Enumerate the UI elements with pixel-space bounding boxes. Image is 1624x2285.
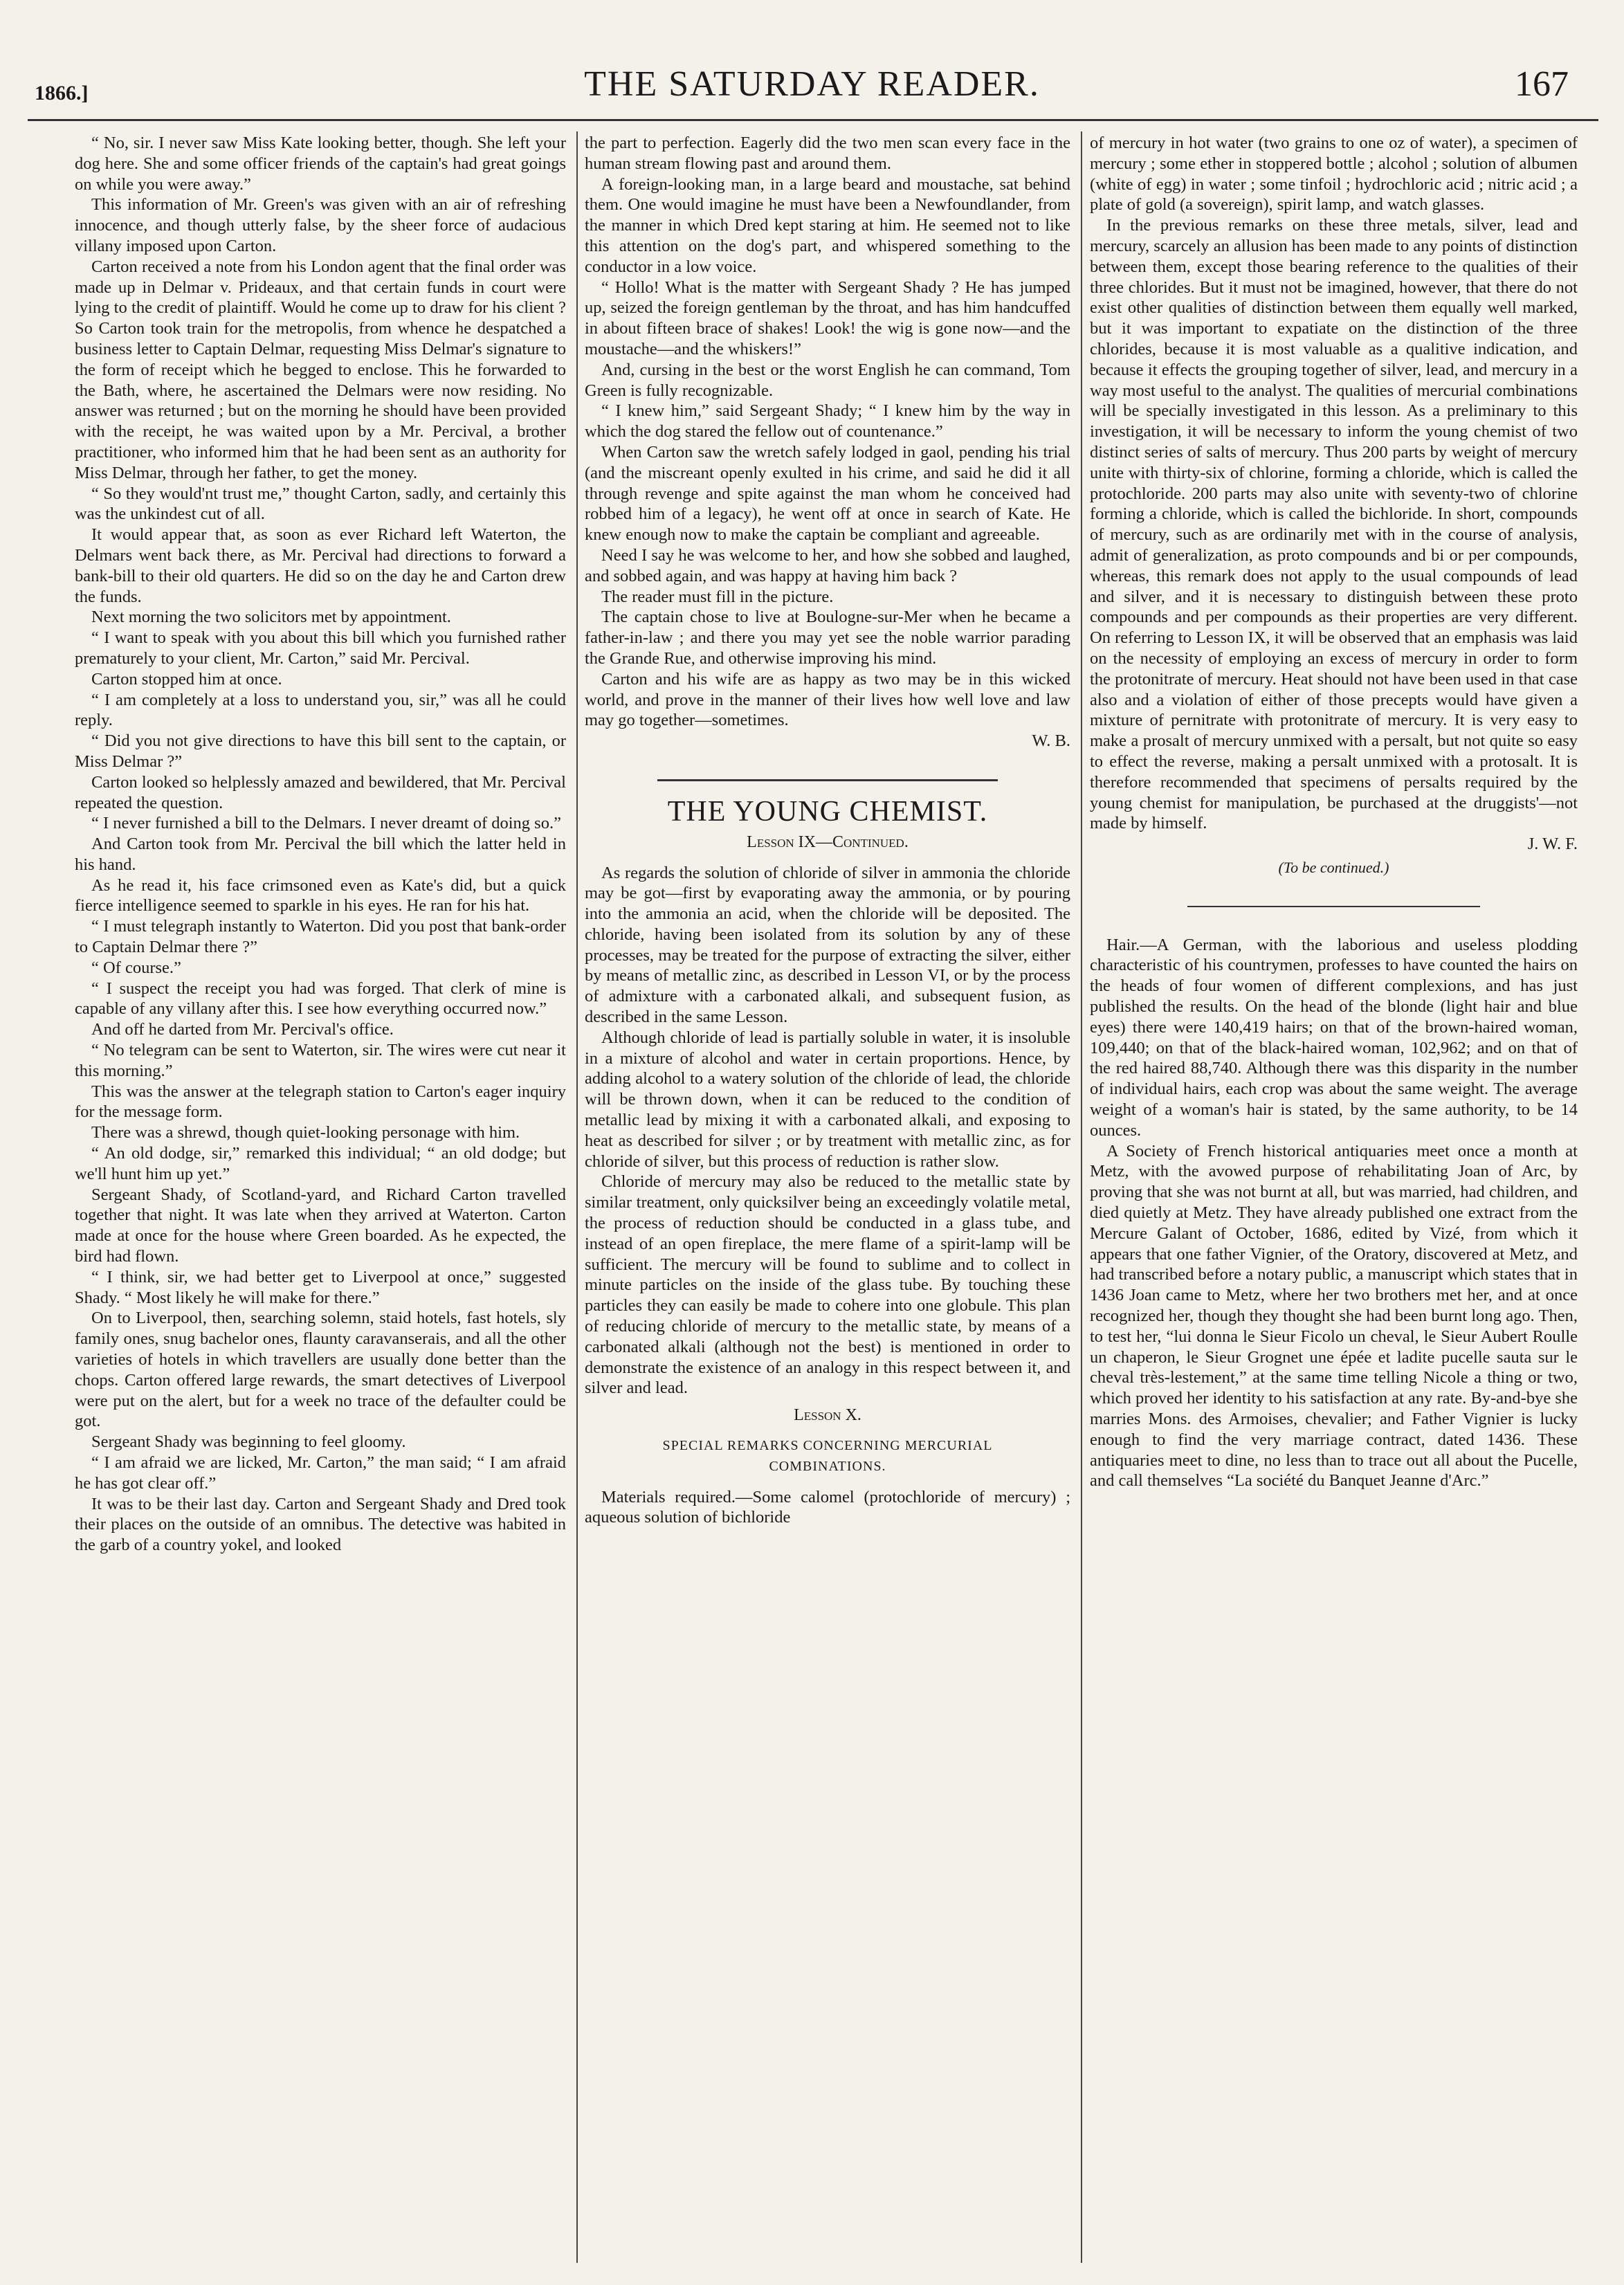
- paragraph: “ I am completely at a loss to understand you, sir,” was all he could reply.: [75, 690, 566, 730]
- paragraph: This was the answer at the telegraph station to Carton's eager inquiry for the message form.: [75, 1082, 566, 1122]
- paragraph: It would appear that, as soon as ever Richard left Waterton, the Delmars went back there, as Mr. Percival had directions to forward a bank-bill to their old quarters. He did so on the day he and Carton drew the funds.: [75, 525, 566, 606]
- paragraph: And, cursing in the best or the worst English he can command, Tom Green is fully recognizable.: [585, 360, 1070, 400]
- paragraph: of mercury in hot water (two grains to one oz of water), a specimen of mercury ; some ether in stoppered bottle ; alcohol ; solution of albumen (white of egg) in water ; some tinfoil ; hydrochloric acid ; nitric acid ; a plate of gold (a sovereign), spirit lamp, and watch glasses.: [1090, 134, 1578, 215]
- section-title: THE YOUNG CHEMIST.: [667, 795, 988, 828]
- paragraph: Carton received a note from his London agent that the final order was made up in Delmar v. Prideaux, and that certain funds in court were lying to the credit of plaintiff. Would he come up to draw for his client ? So Carton took train for the metropolis, from whence he despatched a business letter to Captain Delmar, requesting Miss Delmar's signature to the form of receipt which he begged to enclose. This he forwarded to the Bath, where, he ascertained the Delmars were now residing. No answer was returned ; but on the morning he should have been provided with the receipt, he was waited upon by a Mr. Percival, a brother practitioner, who informed him that he had been sent as an authority for Miss Delmar, through her father, to get the money.: [75, 257, 566, 482]
- paragraph: A foreign-looking man, in a large beard and moustache, sat behind them. One would imagine he must have been a Newfoundlander, from the manner in which Dred kept staring at him. He seemed not to like this attention on the dog's part, and whispered something to the conductor in a low voice.: [585, 174, 1070, 276]
- paragraph: Carton looked so helplessly amazed and bewildered, that Mr. Percival repeated the question.: [75, 772, 566, 812]
- header-year: 1866.]: [35, 82, 89, 104]
- paragraph: When Carton saw the wretch safely lodged in gaol, pending his trial (and the miscreant openly exulted in his crime, and said he did it all through revenge and spite against the man whom he conceived had robbed him of a legacy), he went off at once in search of Kate. He knew enough now to make the captain be compliant and agreeable.: [585, 442, 1070, 545]
- paragraph: Sergeant Shady was beginning to feel gloomy.: [91, 1432, 406, 1452]
- paragraph: In the previous remarks on these three metals, silver, lead and mercury, scarcely an allusion has been made to any points of distinction between them, except those bearing reference to the qualities of their three chlorides. But it must not be imagined, however, that there do not exist other qualities of distinction between them equally well marked, but it was important to expatiate on the distinction of the three chlorides, because it is most valuable as a qualitive indication, and because it effects the grouping together of silver, lead, and mercury in a way most useful to the analyst. The qualities of mercurial combinations will be specially investigated in this lesson. As a preliminary to this investigation, it will be necessary to inform the young chemist of two distinct series of salts of mercury. Thus 200 parts by weight of mercury unite with thirty-six of chlorine, forming a chloride, which is called the protochloride. 200 parts may also unite with seventy-two of chlorine forming a chloride, which is called the bichloride. In short, compounds of mercury, such as are ordinarily met with in the course of analysis, admit of generalization, as proto compounds and bi or per compounds, whereas, this remark does not apply to the usual compounds of lead and silver, and it is necessary to distinguish between these proto compounds and per compounds as their properties are very different. On referring to Lesson IX, it will be observed that an emphasis was laid on the necessity of employing an excess of mercury in order to form the protonitrate of mercury. Heat should not have been used in that case also and a violation of either of those precepts would have given a mixture of pernitrate with protonitrate of mercury. It is very easy to make a prosalt of mercury unmixed with a persalt, but not quite so easy to effect the reverse, making a persalt unmixed with a protosalt. It is therefore recommended that specimens of persalts required by the young chemist for manipulation, be purchased at the druggists'—not made by himself.: [1090, 216, 1578, 833]
- page-header: [0, 0, 1624, 104]
- paragraph: “ An old dodge, sir,” remarked this individual; “ an old dodge; but we'll hunt him up yet.”: [75, 1144, 566, 1183]
- paragraph: A Society of French historical antiquaries meet once a month at Metz, with the avowed purpose of rehabilitating Joan of Arc, by proving that she was not burnt at all, but was married, had children, and died quietly at Metz. They have already published one extract from the Mercure Galant of October, 1686, edited by Vizé, from which it appears that one father Vignier, of the Oratory, discovered at Metz, and had transcribed before a notary public, a manuscript which states that in 1436 Joan came to Metz, where her two brothers met her, and at once recognized her, though they thought she had been burnt long ago. Then, to test her, “lui donna le Sieur Ficolo un cheval, le Sieur Aubert Roulle un chaperon, le Sieur Grognet une épée et ladite pucelle sauta sur le cheval très-lestement,” at the same time telling Nicole a thing or two, which proved her identity to his satisfaction at any rate. By-and-bye she marries Mons. des Armoises, chevalier; and Father Vignier is lucky enough to find the very marriage contract, dated 1436. These antiquaries meet to dine, no less than to trace out all about the Pucelle, and call themselves “La société du Banquet Jeanne d'Arc.”: [1090, 1141, 1578, 1491]
- paragraph: Need I say he was welcome to her, and how she sobbed and laughed, and sobbed again, and was happy at having him back ?: [585, 545, 1070, 585]
- paragraph: And Carton took from Mr. Percival the bill which the latter held in his hand.: [75, 835, 566, 874]
- continued-note: (To be continued.): [1278, 858, 1389, 876]
- paragraph: the part to perfection. Eagerly did the two men scan every face in the human stream flowing past and around them.: [585, 134, 1070, 173]
- paragraph: “ I knew him,” said Sergeant Shady; “ I knew him by the way in which the dog stared the fellow out of countenance.”: [585, 401, 1070, 441]
- paragraph: This information of Mr. Green's was given with an air of refreshing innocence, and though utterly false, by the sheer force of audacious villany imposed upon Carton.: [75, 195, 566, 255]
- page-number: 167: [1515, 64, 1569, 104]
- paragraph: The captain chose to live at Boulogne-sur-Mer when he became a father-in-law ; and there you may yet see the noble warrior parading the Grande Rue, and otherwise improving his mind.: [585, 608, 1070, 668]
- paragraph: “ Did you not give directions to have this bill sent to the captain, or Miss Delmar ?”: [75, 731, 566, 771]
- paragraph: “ No, sir. I never saw Miss Kate looking better, though. She left your dog here. She and some officer friends of the captain's had great goings on while you were away.”: [75, 134, 566, 194]
- paragraph: Although chloride of lead is partially soluble in water, it is insoluble in a mixture of alcohol and water in certain proportions. Hence, by adding alcohol to a watery solution of the chloride of lead, the chloride will be thrown down, when it can be reduced to the condition of metallic lead by mixing it with a carbonated alkali, and exposing to heat as described for silver ; or by treatment with metallic zinc, as for chloride of silver, but this process of reduction is rather slow.: [585, 1028, 1070, 1171]
- paragraph: “ I am afraid we are licked, Mr. Carton,” the man said; “ I am afraid he has got clear off.”: [75, 1453, 566, 1493]
- paragraph: “ Of course.”: [91, 958, 181, 977]
- column-divider: [1081, 131, 1082, 2263]
- header-rule: [28, 119, 1598, 121]
- paragraph: “ I never furnished a bill to the Delmars. I never dreamt of doing so.”: [91, 814, 561, 833]
- paragraph: There was a shrewd, though quiet-looking personage with him.: [91, 1123, 520, 1142]
- paragraph: As he read it, his face crimsoned even as Kate's did, but a quick fierce intelligence seemed to sparkle in his eyes. He ran for his hat.: [75, 875, 566, 916]
- paragraph: Chloride of mercury may also be reduced to the metallic state by similar treatment, only quicksilver being an exceedingly volatile metal, the process of reduction should be conducted in a glass tube, and instead of an open fireplace, the mere flame of a spirit-lamp will be sufficient. The mercury will be found to sublime and to collect in minute particles on the inside of the glass tube. By touching these particles they can easily be made to cohere into one globule. This plan of reducing chloride of mercury to the metallic state, by means of a carbonated alkali (although not the best) is mentioned in order to demonstrate the existence of an analogy in this respect between it, and silver and lead.: [585, 1172, 1070, 1398]
- paragraph: It was to be their last day. Carton and Sergeant Shady and Dred took their places on the outside of an omnibus. The detective was habited in the garb of a country yokel, and looked: [75, 1494, 566, 1555]
- column-divider: [576, 131, 578, 2263]
- lesson-subheading: SPECIAL REMARKS CONCERNING MERCURIAL COMBINATIONS.: [662, 1438, 993, 1474]
- paragraph: Next morning the two solicitors met by appointment.: [91, 608, 451, 627]
- paragraph: And off he darted from Mr. Percival's office.: [91, 1020, 394, 1039]
- column-2: [585, 133, 1070, 2271]
- paragraph: “ So they would'nt trust me,” thought Carton, sadly, and certainly this was the unkindest cut of all.: [75, 484, 566, 524]
- paragraph: “ I suspect the receipt you had was forged. That clerk of mine is capable of any villany after this. I see how everything occurred now.”: [75, 978, 566, 1019]
- section-rule: [657, 779, 997, 781]
- lesson-heading: Lesson X.: [794, 1406, 861, 1425]
- lesson-heading: Lesson IX—Continued.: [747, 832, 909, 851]
- paragraph: Hair.—A German, with the laborious and useless plodding characteristic of his countrymen, professes to have counted the hairs on the heads of four women of different complexions, and has just published the results. On the head of the blonde (light hair and blue eyes) there were 140,419 hairs; on that of the brown-haired woman, 109,440; on that of the black-haired woman, 102,962; and on that of the red haired 88,740. Although there was this disparity in the number of individual hairs, each crop was about the same weight. The average weight of a woman's hair is stated, by the same authority, to be 14 ounces.: [1090, 935, 1578, 1140]
- paragraph: Carton stopped him at once.: [91, 669, 282, 689]
- paragraph: On to Liverpool, then, searching solemn, staid hotels, fast hotels, sly family ones, snug bachelor ones, flaunty caravanserais, and all the other varieties of hotels in which travellers are usually done better than the chops. Carton offered large rewards, the smart detectives of Liverpool were put on the alert, but for a week no trace of the defaulter could be got.: [75, 1309, 566, 1431]
- paragraph: The reader must fill in the picture.: [601, 587, 834, 606]
- section-rule: [1187, 906, 1480, 907]
- article-signature: J. W. F.: [1527, 835, 1578, 854]
- paragraph: “ I think, sir, we had better get to Liverpool at once,” suggested Shady. “ Most likely he will make for there.”: [75, 1267, 566, 1307]
- column-3: [1090, 133, 1578, 2271]
- paragraph: “ I must telegraph instantly to Waterton. Did you post that bank-order to Captain Delmar there ?”: [75, 917, 566, 957]
- paragraph: “ Hollo! What is the matter with Sergeant Shady ? He has jumped up, seized the foreign gentleman by the throat, and has him handcuffed in about fifteen brace of shakes! Look! the wig is gone now—and the moustache—and the whiskers!”: [585, 277, 1070, 358]
- paragraph: As regards the solution of chloride of silver in ammonia the chloride may be got—first by evaporating away the ammonia, or by pouring into the ammonia an acid, when the chloride will be deposited. The chloride, having been isolated from its solution by any of these processes, may be treated for the purpose of extracting the silver, either by means of metallic zinc, as described in Lesson VI, or by the process of admixture with a carbonated alkali, and subsequent fusion, as described in the same Lesson.: [585, 863, 1070, 1027]
- masthead-title: THE SATURDAY READER.: [584, 64, 1040, 104]
- story-signature: W. B.: [1032, 731, 1070, 751]
- paragraph: Materials required.—Some calomel (protochloride of mercury) ; aqueous solution of bichloride: [585, 1487, 1070, 1527]
- column-1: [75, 133, 566, 2271]
- paragraph: Carton and his wife are as happy as two may be in this wicked world, and prove in the manner of their lives how well love and law may go together—sometimes.: [585, 669, 1070, 730]
- paragraph: Sergeant Shady, of Scotland-yard, and Richard Carton travelled together that night. It was late when they arrived at Waterton. Carton made at once for the house where Green boarded. As he expected, the bird had flown.: [75, 1185, 566, 1266]
- paragraph: “ No telegram can be sent to Waterton, sir. The wires were cut near it this morning.”: [75, 1041, 566, 1080]
- paragraph: “ I want to speak with you about this bill which you furnished rather prematurely to your client, Mr. Carton,” said Mr. Percival.: [75, 628, 566, 668]
